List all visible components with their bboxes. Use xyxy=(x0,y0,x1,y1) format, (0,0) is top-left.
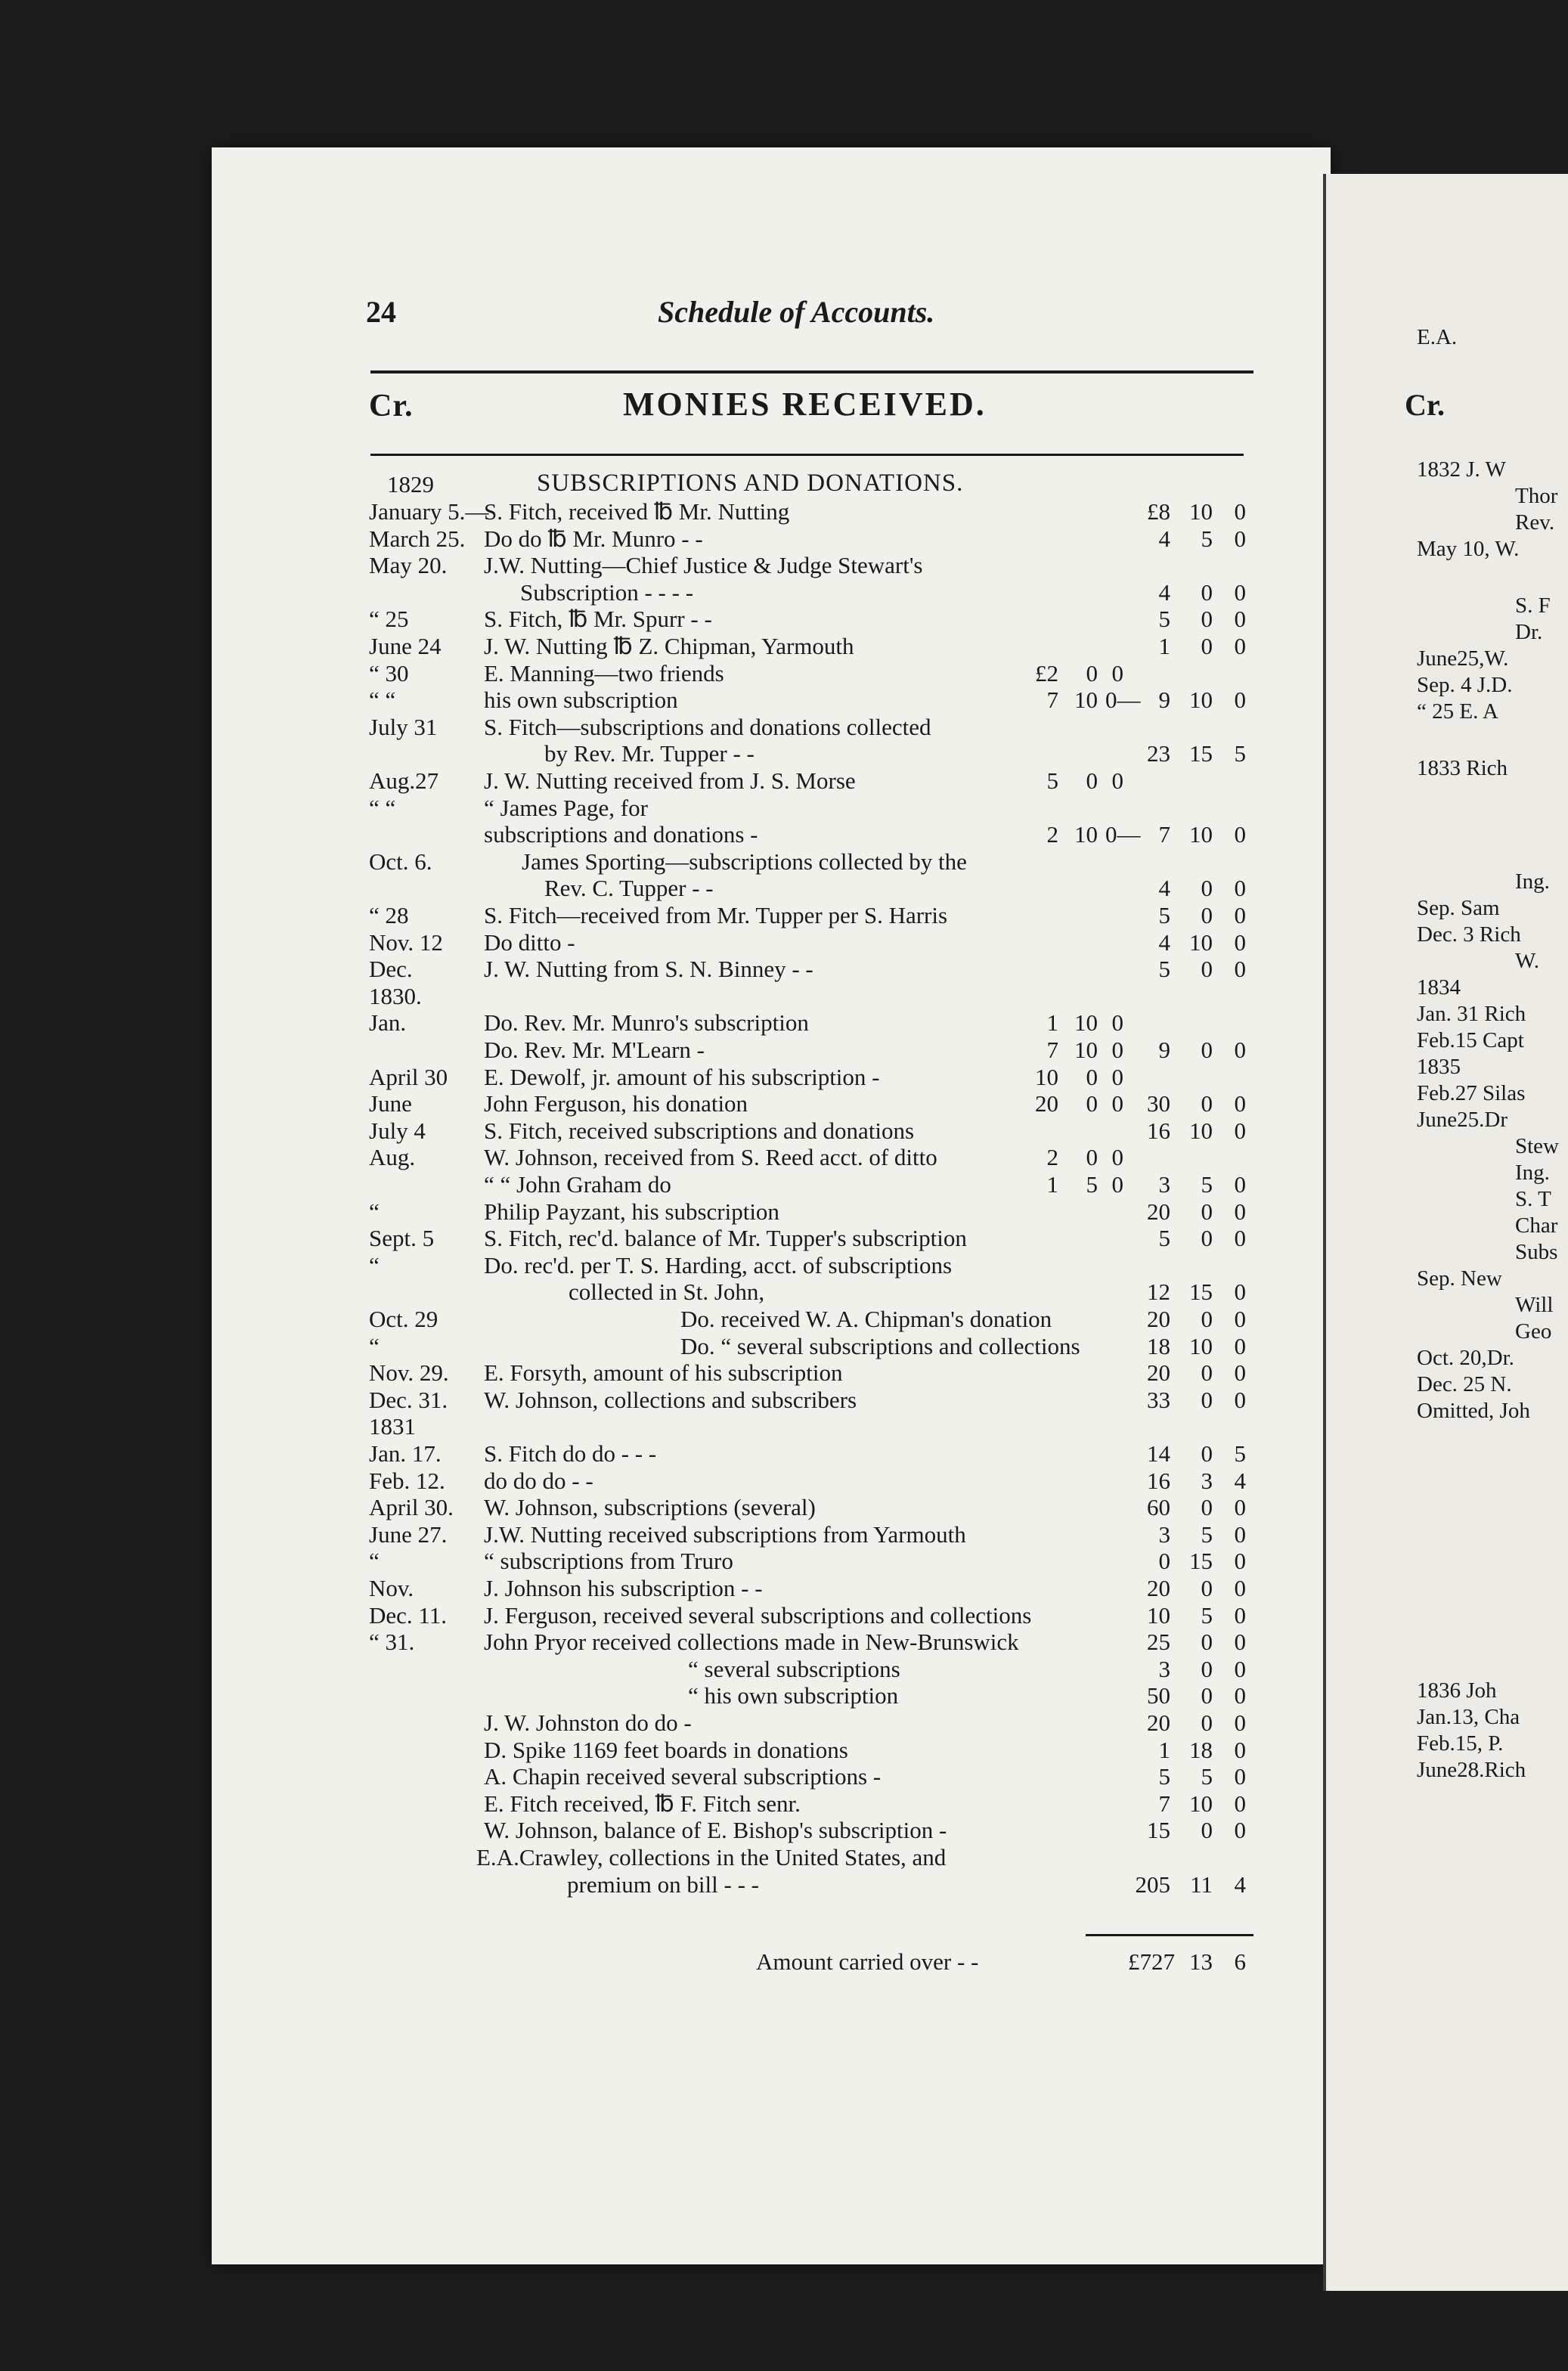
partial-pounds: 7 xyxy=(1046,1037,1058,1063)
top-rule xyxy=(370,370,1253,373)
page-number: 24 xyxy=(366,295,396,329)
entry-pounds: 1 xyxy=(1158,1736,1170,1763)
entry-pounds: 15 xyxy=(1147,1817,1170,1844)
entry-pence: 0 xyxy=(1234,1225,1246,1252)
entry-pence: 0 xyxy=(1234,1629,1246,1656)
partial-pounds: 2 xyxy=(1046,1144,1058,1171)
page-title: MONIES RECEIVED. xyxy=(623,386,987,423)
partial-pounds: 10 xyxy=(1035,1063,1058,1090)
partial-pence: 0 xyxy=(1111,767,1123,794)
entry-pence: 0 xyxy=(1234,1548,1246,1575)
entry-shillings: 15 xyxy=(1189,1278,1213,1306)
entry-pounds: 7 xyxy=(1158,821,1170,848)
entry-shillings: 0 xyxy=(1201,1440,1213,1467)
entry-date: June 24 xyxy=(369,633,442,659)
entry-pence: 0 xyxy=(1234,525,1246,552)
entry-description: J. Johnson his subscription - - xyxy=(484,1575,763,1601)
partial-pounds: £2 xyxy=(1035,659,1058,687)
partial-shillings: 0 xyxy=(1086,1090,1098,1117)
entry-shillings: 0 xyxy=(1201,1306,1213,1332)
title-rule xyxy=(370,454,1244,456)
entry-pence: 4 xyxy=(1234,1870,1246,1898)
facing-line: Sep. 4 J.D. xyxy=(1417,673,1513,697)
entry-pence: 5 xyxy=(1234,740,1246,767)
facing-line: Ing. xyxy=(1515,1161,1550,1185)
entry-description: J. W. Johnston do do - xyxy=(484,1709,692,1736)
entry-pounds: 16 xyxy=(1147,1117,1170,1144)
entry-pounds: 1 xyxy=(1158,633,1170,659)
entry-pounds: 20 xyxy=(1147,1575,1170,1601)
partial-pence: 0 xyxy=(1111,1090,1123,1117)
entry-shillings: 15 xyxy=(1189,740,1213,767)
entry-pounds: 18 xyxy=(1147,1332,1170,1359)
entry-date: Dec. 31. xyxy=(369,1386,448,1413)
facing-line: Geo xyxy=(1515,1319,1552,1344)
entry-pence: 0 xyxy=(1234,1198,1246,1225)
facing-line: Rev. xyxy=(1515,510,1555,535)
partial-pounds: 1 xyxy=(1046,1171,1058,1198)
entry-shillings: 5 xyxy=(1201,1763,1213,1790)
entry-date: Oct. 29 xyxy=(369,1306,438,1332)
entry-date: June 27. xyxy=(369,1520,448,1548)
facing-line: June25.Dr xyxy=(1417,1108,1508,1132)
entry-pence: 0 xyxy=(1234,1520,1246,1548)
entry-description: J. W. Nutting ℔ Z. Chipman, Yarmouth xyxy=(484,633,854,659)
entry-date: Sept. 5 xyxy=(369,1225,435,1252)
entry-shillings: 0 xyxy=(1201,1090,1213,1117)
partial-pounds: 7 xyxy=(1046,687,1058,714)
entry-shillings: 5 xyxy=(1201,1520,1213,1548)
entry-date: “ “ xyxy=(369,794,396,821)
total-pounds: £727 xyxy=(1128,1948,1175,1975)
partial-pence: 0 xyxy=(1111,1037,1123,1063)
entry-description: S. Fitch—subscriptions and donations collected xyxy=(484,713,931,740)
entry-description: “ James Page, for xyxy=(484,794,648,821)
partial-pence: 0— xyxy=(1105,687,1141,714)
entry-pounds: 20 xyxy=(1147,1359,1170,1387)
partial-shillings: 5 xyxy=(1086,1171,1098,1198)
entry-pence: 0 xyxy=(1234,1575,1246,1601)
entry-shillings: 10 xyxy=(1189,821,1213,848)
partial-pence: 0 xyxy=(1111,1063,1123,1090)
entry-date: “ “ xyxy=(369,687,396,714)
partial-pounds: 2 xyxy=(1046,821,1058,848)
entry-pounds: £8 xyxy=(1147,498,1170,525)
facing-line: Dec. 3 Rich xyxy=(1417,922,1521,947)
facing-line: Subs xyxy=(1515,1240,1558,1264)
entry-date: 1830. xyxy=(369,982,422,1009)
entry-pence: 0 xyxy=(1234,1709,1246,1736)
facing-line: Feb.27 Silas xyxy=(1417,1081,1526,1105)
partial-pence: 0 xyxy=(1111,1171,1123,1198)
entry-date: Dec. 11. xyxy=(369,1601,448,1629)
facing-line: Ing. xyxy=(1515,869,1550,894)
facing-line: Dec. 25 N. xyxy=(1417,1372,1512,1396)
entry-shillings: 0 xyxy=(1201,1494,1213,1521)
entry-pence: 0 xyxy=(1234,1601,1246,1629)
entry-pence: 4 xyxy=(1234,1467,1246,1494)
entry-pence: 0 xyxy=(1234,606,1246,633)
entry-shillings: 15 xyxy=(1189,1548,1213,1575)
entry-pounds: 60 xyxy=(1147,1494,1170,1521)
entry-pounds: 3 xyxy=(1158,1520,1170,1548)
partial-shillings: 10 xyxy=(1074,1009,1098,1037)
entry-pounds: 7 xyxy=(1158,1790,1170,1817)
entry-date: Jan. xyxy=(369,1009,407,1037)
entry-pounds: 20 xyxy=(1147,1306,1170,1332)
entry-pounds: 4 xyxy=(1158,525,1170,552)
entry-pence: 0 xyxy=(1234,1790,1246,1817)
facing-line: Jan. 31 Rich xyxy=(1417,1002,1526,1026)
entry-shillings: 0 xyxy=(1201,1682,1213,1709)
entry-description: do do do - - xyxy=(484,1467,593,1494)
entry-description: Do. rec'd. per T. S. Harding, acct. of subscriptions xyxy=(484,1251,953,1278)
entry-pounds: 4 xyxy=(1158,578,1170,606)
entry-description: S. Fitch, received subscriptions and donations xyxy=(484,1117,915,1144)
facing-line: 1835 xyxy=(1417,1055,1461,1079)
entry-description: Do ditto - xyxy=(484,928,575,956)
entry-shillings: 0 xyxy=(1201,1817,1213,1844)
facing-line: 1833 Rich xyxy=(1417,756,1508,780)
entry-pence: 0 xyxy=(1234,1763,1246,1790)
entry-description: “ “ John Graham do xyxy=(484,1171,671,1198)
entry-description: W. Johnson, subscriptions (several) xyxy=(484,1494,816,1521)
entry-pence: 0 xyxy=(1234,1359,1246,1387)
entry-date: Nov. 12 xyxy=(369,928,443,956)
entry-description: E.A.Crawley, collections in the United States, and xyxy=(476,1844,947,1870)
entry-date: “ 30 xyxy=(369,659,409,687)
facing-line: W. xyxy=(1515,949,1539,973)
entry-pounds: 5 xyxy=(1158,1763,1170,1790)
entry-description: “ subscriptions from Truro xyxy=(484,1548,733,1575)
entry-date: “ xyxy=(369,1251,380,1278)
entry-shillings: 0 xyxy=(1201,875,1213,902)
partial-pounds: 20 xyxy=(1035,1090,1058,1117)
entry-pounds: 4 xyxy=(1158,928,1170,956)
entry-date: “ 31. xyxy=(369,1629,415,1656)
entry-pounds: 0 xyxy=(1158,1548,1170,1575)
entry-description: S. Fitch, ℔ Mr. Spurr - - xyxy=(484,606,712,633)
entry-description: D. Spike 1169 feet boards in donations xyxy=(484,1736,848,1763)
entry-date: March 25. xyxy=(369,525,466,552)
entry-shillings: 0 xyxy=(1201,1575,1213,1601)
entry-shillings: 0 xyxy=(1201,902,1213,928)
partial-shillings: 0 xyxy=(1086,1144,1098,1171)
entry-description: J. W. Nutting from S. N. Binney - - xyxy=(484,956,813,983)
entry-pence: 0 xyxy=(1234,1682,1246,1709)
entry-pounds: 14 xyxy=(1147,1440,1170,1467)
facing-line: Stew xyxy=(1515,1134,1559,1158)
entry-description: by Rev. Mr. Tupper - - xyxy=(544,740,755,767)
entry-pounds: 30 xyxy=(1147,1090,1170,1117)
entry-description: “ several subscriptions xyxy=(688,1655,900,1682)
entry-shillings: 0 xyxy=(1201,633,1213,659)
facing-line: June28.Rich xyxy=(1417,1758,1526,1782)
entry-pounds: 16 xyxy=(1147,1467,1170,1494)
entry-date: Oct. 6. xyxy=(369,848,432,875)
entry-description: W. Johnson, received from S. Reed acct. of ditto xyxy=(484,1144,937,1171)
entry-date: Feb. 12. xyxy=(369,1467,445,1494)
entry-description: premium on bill - - - xyxy=(567,1870,759,1898)
total-rule xyxy=(1086,1934,1253,1936)
entry-date: Aug.27 xyxy=(369,767,439,794)
entry-pounds: 3 xyxy=(1158,1171,1170,1198)
entry-date: “ 28 xyxy=(369,902,409,928)
entry-pence: 0 xyxy=(1234,902,1246,928)
running-title: Schedule of Accounts. xyxy=(658,295,935,329)
entry-shillings: 10 xyxy=(1189,1332,1213,1359)
entry-date: 1831 xyxy=(369,1413,416,1440)
year-label: 1829 xyxy=(387,471,434,497)
entry-date: April 30 xyxy=(369,1063,448,1090)
entry-description: J.W. Nutting—Chief Justice & Judge Stewart's xyxy=(484,552,923,579)
facing-line: Will xyxy=(1515,1293,1554,1317)
entry-pence: 0 xyxy=(1234,1736,1246,1763)
entry-description: W. Johnson, balance of E. Bishop's subscription - xyxy=(484,1817,947,1844)
entry-shillings: 10 xyxy=(1189,1790,1213,1817)
entry-description: collected in St. John, xyxy=(569,1278,765,1306)
entry-pounds: 9 xyxy=(1158,1037,1170,1063)
entry-date: May 20. xyxy=(369,552,448,579)
total-pence: 6 xyxy=(1234,1948,1246,1975)
entry-description: Do. Rev. Mr. Munro's subscription xyxy=(484,1009,809,1037)
facing-line: Thor xyxy=(1515,484,1558,508)
entry-description: Do. “ several subscriptions and collections xyxy=(680,1332,1080,1359)
entry-description: A. Chapin received several subscriptions - xyxy=(484,1763,882,1790)
entry-shillings: 11 xyxy=(1190,1870,1213,1898)
entry-shillings: 0 xyxy=(1201,956,1213,983)
total-shillings: 13 xyxy=(1189,1948,1213,1975)
facing-line: Sep. New xyxy=(1417,1266,1502,1291)
entry-description: J.W. Nutting received subscriptions from Yarmouth xyxy=(484,1520,966,1548)
entry-pounds: 10 xyxy=(1147,1601,1170,1629)
partial-pence: 0 xyxy=(1111,1009,1123,1037)
entry-description: W. Johnson, collections and subscribers xyxy=(484,1386,857,1413)
entry-pence: 0 xyxy=(1234,875,1246,902)
entry-pounds: 4 xyxy=(1158,875,1170,902)
entry-pence: 0 xyxy=(1234,1171,1246,1198)
entry-shillings: 0 xyxy=(1201,606,1213,633)
entry-pence: 0 xyxy=(1234,1306,1246,1332)
partial-shillings: 0 xyxy=(1086,1063,1098,1090)
entry-shillings: 0 xyxy=(1201,1225,1213,1252)
entry-description: E. Fitch received, ℔ F. Fitch senr. xyxy=(484,1790,801,1817)
entry-pence: 0 xyxy=(1234,498,1246,525)
partial-pence: 0 xyxy=(1111,659,1123,687)
partial-pence: 0— xyxy=(1105,821,1141,848)
partial-shillings: 0 xyxy=(1086,659,1098,687)
entry-pounds: 205 xyxy=(1135,1870,1170,1898)
entry-pounds: 20 xyxy=(1147,1198,1170,1225)
facing-line: June25,W. xyxy=(1417,646,1509,671)
entry-date: Dec. xyxy=(369,956,413,983)
facing-line: Sep. Sam xyxy=(1417,896,1500,920)
facing-line: 1832 J. W xyxy=(1417,457,1506,482)
entry-shillings: 5 xyxy=(1201,525,1213,552)
entry-description: Do. received W. A. Chipman's donation xyxy=(680,1306,1052,1332)
section-heading: SUBSCRIPTIONS AND DONATIONS. xyxy=(537,470,964,497)
partial-pence: 0 xyxy=(1111,1144,1123,1171)
facing-line: Oct. 20,Dr. xyxy=(1417,1346,1514,1370)
facing-side-label: Cr. xyxy=(1405,388,1445,422)
entry-pounds: 33 xyxy=(1147,1386,1170,1413)
entry-description: E. Dewolf, jr. amount of his subscription - xyxy=(484,1063,880,1090)
entry-pence: 0 xyxy=(1234,633,1246,659)
entry-pounds: 20 xyxy=(1147,1709,1170,1736)
entry-description: E. Manning—two friends xyxy=(484,659,724,687)
entry-date: July 31 xyxy=(369,713,438,740)
entry-pence: 5 xyxy=(1234,1440,1246,1467)
facing-line: 1834 xyxy=(1417,975,1461,1000)
partial-shillings: 0 xyxy=(1086,767,1098,794)
facing-line: Omitted, Joh xyxy=(1417,1399,1530,1423)
facing-line: “ 25 E. A xyxy=(1417,699,1498,724)
entry-date: “ xyxy=(369,1332,380,1359)
entry-description: James Sporting—subscriptions collected by the xyxy=(522,848,967,875)
entry-pounds: 5 xyxy=(1158,606,1170,633)
entry-date: Nov. 29. xyxy=(369,1359,449,1387)
entry-pence: 0 xyxy=(1234,1037,1246,1063)
entry-shillings: 0 xyxy=(1201,1198,1213,1225)
entry-description: subscriptions and donations - xyxy=(484,821,758,848)
partial-pounds: 5 xyxy=(1046,767,1058,794)
partial-shillings: 10 xyxy=(1074,821,1098,848)
entry-pounds: 12 xyxy=(1147,1278,1170,1306)
entry-shillings: 0 xyxy=(1201,1386,1213,1413)
entry-pounds: 25 xyxy=(1147,1629,1170,1656)
facing-page xyxy=(1323,174,1568,2291)
entry-shillings: 5 xyxy=(1201,1601,1213,1629)
entry-date: “ xyxy=(369,1198,380,1225)
entry-pence: 0 xyxy=(1234,687,1246,714)
entry-pence: 0 xyxy=(1234,1494,1246,1521)
entry-pence: 0 xyxy=(1234,578,1246,606)
entry-shillings: 0 xyxy=(1201,1629,1213,1656)
entry-pounds: 5 xyxy=(1158,1225,1170,1252)
entry-pounds: 3 xyxy=(1158,1655,1170,1682)
entry-date: Aug. xyxy=(369,1144,416,1171)
facing-line: Feb.15 Capt xyxy=(1417,1028,1524,1052)
facing-line: May 10, W. xyxy=(1417,537,1520,561)
entry-date: July 4 xyxy=(369,1117,426,1144)
entry-shillings: 0 xyxy=(1201,1037,1213,1063)
entry-shillings: 18 xyxy=(1189,1736,1213,1763)
entry-description: E. Forsyth, amount of his subscription xyxy=(484,1359,843,1387)
entry-pence: 0 xyxy=(1234,1117,1246,1144)
entry-shillings: 0 xyxy=(1201,1359,1213,1387)
facing-line: Feb.15, P. xyxy=(1417,1731,1504,1756)
entry-description: J. Ferguson, received several subscriptions and collections xyxy=(484,1601,1032,1629)
entry-date: April 30. xyxy=(369,1494,454,1521)
entry-description: J. W. Nutting received from J. S. Morse xyxy=(484,767,856,794)
partial-pounds: 1 xyxy=(1046,1009,1058,1037)
facing-line: 1836 Joh xyxy=(1417,1678,1497,1703)
entry-pounds: 50 xyxy=(1147,1682,1170,1709)
entry-date: Nov. xyxy=(369,1575,414,1601)
partial-shillings: 10 xyxy=(1074,687,1098,714)
facing-line: Dr. xyxy=(1515,620,1543,644)
entry-pounds: 5 xyxy=(1158,956,1170,983)
entry-description: Do. Rev. Mr. M'Learn - xyxy=(484,1037,705,1063)
entry-pence: 0 xyxy=(1234,1386,1246,1413)
entry-pence: 0 xyxy=(1234,1090,1246,1117)
entry-date: June xyxy=(369,1090,412,1117)
entry-description: Rev. C. Tupper - - xyxy=(544,875,714,902)
facing-line: E.A. xyxy=(1417,325,1458,349)
partial-shillings: 10 xyxy=(1074,1037,1098,1063)
entry-shillings: 0 xyxy=(1201,1655,1213,1682)
entry-description: S. Fitch, rec'd. balance of Mr. Tupper's subscription xyxy=(484,1225,967,1252)
entry-shillings: 0 xyxy=(1201,1709,1213,1736)
entry-description: S. Fitch—received from Mr. Tupper per S. Harris xyxy=(484,902,948,928)
entry-shillings: 10 xyxy=(1189,1117,1213,1144)
entry-description: “ his own subscription xyxy=(688,1682,899,1709)
entry-pence: 0 xyxy=(1234,1655,1246,1682)
entry-description: Subscription - - - - xyxy=(520,578,694,606)
entry-date: Jan. 17. xyxy=(369,1440,442,1467)
side-label: Cr. xyxy=(369,389,414,423)
entry-pence: 0 xyxy=(1234,821,1246,848)
entry-shillings: 10 xyxy=(1189,687,1213,714)
entry-pence: 0 xyxy=(1234,956,1246,983)
entry-pence: 0 xyxy=(1234,1278,1246,1306)
entry-shillings: 10 xyxy=(1189,928,1213,956)
entry-description: Philip Payzant, his subscription xyxy=(484,1198,779,1225)
facing-line: Jan.13, Cha xyxy=(1417,1705,1520,1729)
entry-shillings: 0 xyxy=(1201,578,1213,606)
entry-shillings: 3 xyxy=(1201,1467,1213,1494)
entry-description: Do do ℔ Mr. Munro - - xyxy=(484,525,703,552)
entry-pounds: 9 xyxy=(1158,687,1170,714)
entry-pounds: 5 xyxy=(1158,902,1170,928)
entry-shillings: 10 xyxy=(1189,498,1213,525)
facing-line: S. F xyxy=(1515,594,1551,618)
entry-pence: 0 xyxy=(1234,1332,1246,1359)
total-label: Amount carried over - - xyxy=(756,1948,979,1975)
facing-line: S. T xyxy=(1515,1187,1551,1211)
entry-date: “ 25 xyxy=(369,606,409,633)
entry-pence: 0 xyxy=(1234,1817,1246,1844)
entry-pounds: 23 xyxy=(1147,740,1170,767)
facing-line: Char xyxy=(1515,1213,1558,1238)
entry-pence: 0 xyxy=(1234,928,1246,956)
entry-description: John Ferguson, his donation xyxy=(484,1090,748,1117)
entry-shillings: 5 xyxy=(1201,1171,1213,1198)
entry-date: January 5.— xyxy=(369,498,489,525)
entry-description: John Pryor received collections made in New-Brunswick xyxy=(484,1629,1019,1656)
entry-description: S. Fitch do do - - - xyxy=(484,1440,657,1467)
entry-description: his own subscription xyxy=(484,687,678,714)
entry-description: S. Fitch, received ℔ Mr. Nutting xyxy=(484,498,790,525)
entry-date: “ xyxy=(369,1548,380,1575)
